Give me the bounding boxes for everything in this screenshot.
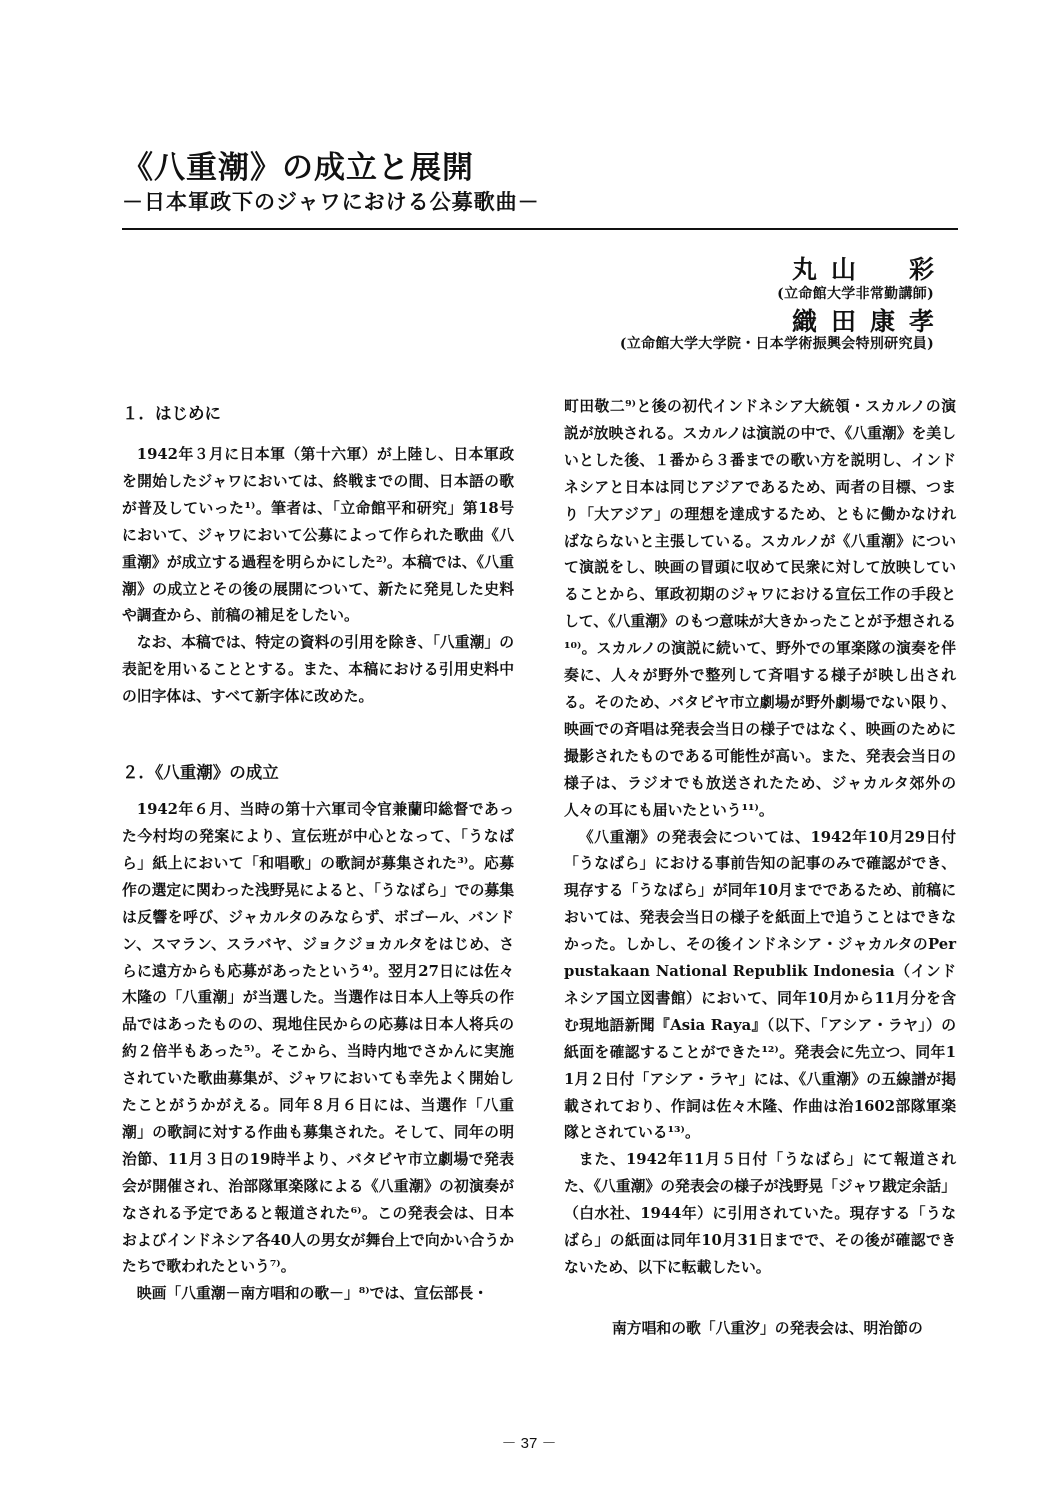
right-column bbox=[564, 394, 956, 1343]
section-heading-establishment: ２．《八重潮》の成立 bbox=[122, 763, 279, 783]
author-affiliation-1: (立命館大学非常勤講師) bbox=[777, 286, 934, 302]
title-rule bbox=[122, 228, 958, 230]
establishment-paragraph-2: 映画「八重潮－南方唱和の歌－」⁸⁾では、宣伝部長・ bbox=[136, 1285, 489, 1303]
right-paragraph-3: また、1942年11月５日付「うなばら」にて報道された、《八重潮》の発表会の様子が浅野晃「ジャワ戡定余話」（白水社、1944年）に引用されていた。現存する「うなばら」の紙面は同年10月31日までで、その後が確認できないため、以下に転載したい。 bbox=[564, 1151, 956, 1276]
author-name-1: 丸山 彩 bbox=[791, 255, 948, 284]
author-affiliation-2: (立命館大学大学院・日本学術振興会特別研究員) bbox=[619, 336, 934, 352]
right-paragraph-1: 町田敬二⁹⁾と後の初代インドネシア大統領・スカルノの演説が放映される。スカルノは演説の中で、《八重潮》を美しいとした後、１番から３番までの歌い方を説明し、インドネシアと日本は同じアジアであるため、両者の目標、つまり「大アジア」の理想を達成するため、ともに働かなければならないと主張している。スカルノが《八重潮》について演説をし、映画の冒頭に収めて民衆に対して放映していることから、軍政初期のジャワにおける宣伝工作の手段として、《八重潮》のもつ意味が大きかったことが予想される¹⁰⁾。スカルノの演説に続いて、野外での軍楽隊の演奏を伴奏に、人々が野外で整列して斉唱する様子が映し出される。そのため、バタビヤ市立劇場が野外劇場でない限り、映画での斉唱は発表会当日の様子ではなく、映画のために撮影されたものである可能性が高い。また、発表会当日の様子は、ラジオでも放送されたため、ジャカルタ郊外の人々の耳にも届いたという¹¹⁾。 bbox=[564, 398, 956, 819]
paper-title: 《八重潮》の成立と展開 bbox=[122, 150, 474, 186]
intro-paragraph-1: 1942年３月に日本軍（第十六軍）が上陸し、日本軍政を開始したジャワにおいては、終戦までの間、日本語の歌が普及していった¹⁾。筆者は、「立命館平和研究」第18号において、ジャワにおいて公募によって作られた歌曲《八重潮》が成立する過程を明らかにした²⁾。本稿では、《八重潮》の成立とその後の展開について、新たに発見した史料や調査から、前稿の補足をしたい。 bbox=[122, 446, 514, 625]
right-paragraph-2: 《八重潮》の発表会については、1942年10月29日付「うなばら」における事前告知の記事のみで確認ができ、現存する「うなばら」が同年10月までであるため、前稿においては、発表会当日の様子を紙面上で追うことはできなかった。しかし、その後インドネシア・ジャカルタのPerpustakaan National Republik Indonesia（インドネシア国立図書館）において、同年10月から11月分を含む現地語新聞『Asia Raya』（以下、「アシア・ラヤ」）の紙面を確認することができた¹²⁾。発表会に先立つ、同年11月２日付「アシア・ラヤ」には、《八重潮》の五線譜が掲載されており、作詞は佐々木隆、作曲は治1602部隊軍楽隊とされている¹³⁾。 bbox=[564, 828, 956, 1142]
paper-subtitle: －日本軍政下のジャワにおける公募歌曲－ bbox=[122, 189, 540, 214]
page-number: － 37 － bbox=[501, 1435, 557, 1452]
intro-paragraph-2: なお、本稿では、特定の資料の引用を除き、「八重潮」の表記を用いることとする。また、本稿における引用史料中の旧字体は、すべて新字体に改めた。 bbox=[122, 634, 514, 706]
author-name-2: 織田康孝 bbox=[791, 307, 948, 336]
quoted-text: 南方唱和の歌「八重汐」の発表会は、明治節の bbox=[612, 1319, 923, 1337]
left-column bbox=[122, 394, 514, 1308]
establishment-paragraph-1: 1942年６月、当時の第十六軍司令官兼蘭印総督であった今村均の発案により、宣伝班が中心となって、「うなばら」紙上において「和唱歌」の歌詞が募集された³⁾。応募作の選定に関わった浅野晃によると、「うなばら」での募集は反響を呼び、ジャカルタのみならず、ボゴール、バンドン、スマラン、スラバヤ、ジョクジョカルタをはじめ、さらに遠方からも応募があったという⁴⁾。翌月27日には佐々木隆の「八重潮」が当選した。当選作は日本人上等兵の作品ではあったものの、現地住民からの応募は日本人将兵の約２倍半もあった⁵⁾。そこから、当時内地でさかんに実施されていた歌曲募集が、ジャワにおいても幸先よく開始したことがうかがえる。同年８月６日には、当選作「八重潮」の歌詞に対する作曲も募集された。そして、同年の明治節、11月３日の19時半より、バタビヤ市立劇場で発表会が開催され、治部隊軍楽隊による《八重潮》の初演奏がなされる予定であると報道された⁶⁾。この発表会は、日本およびインドネシア各40人の男女が舞台上で向かい合うかたちで歌われたという⁷⁾。 bbox=[122, 801, 514, 1276]
section-heading-intro: １．はじめに bbox=[122, 404, 221, 423]
